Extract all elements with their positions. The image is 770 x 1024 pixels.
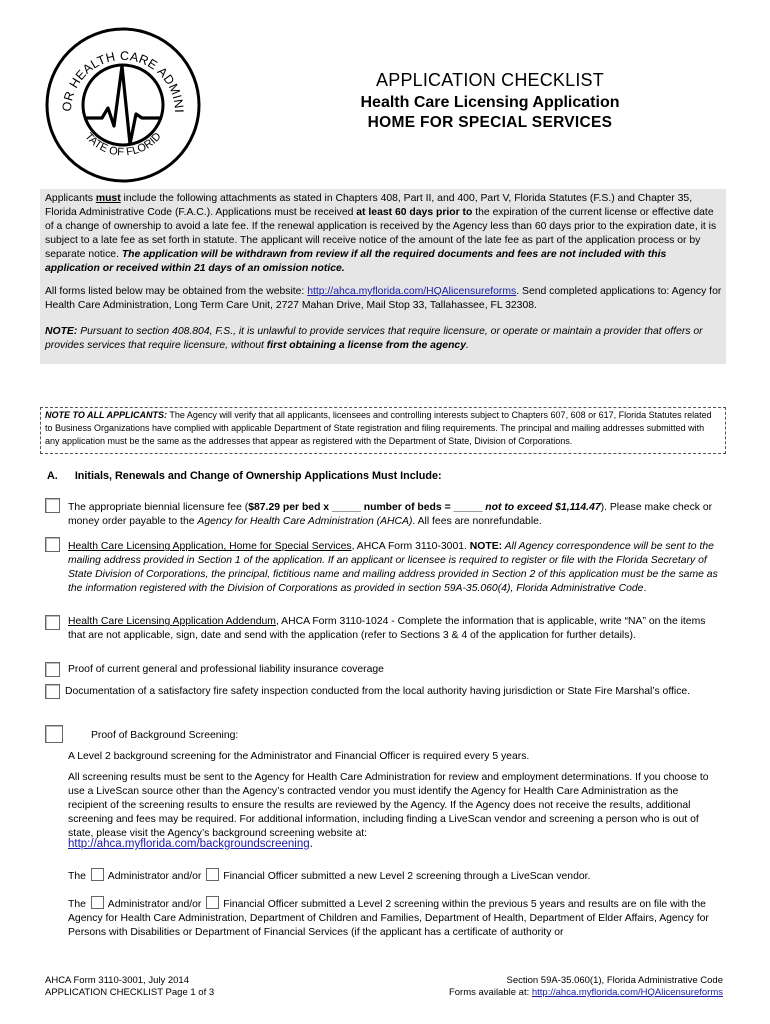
intro-text: include the following attachments as stated in Chapters 408, Part II, and 400, Part V, Florida Statutes (F.S.) and Chapter 35, Florida Administrative Code (F.A.C.). Applications must be received bbox=[45, 193, 693, 218]
insurance-item: Proof of current general and professional liability insurance coverage bbox=[68, 664, 384, 675]
financial-officer-on-file-checkbox[interactable] bbox=[206, 896, 219, 909]
fee-cap: not to exceed $1,114.47 bbox=[482, 502, 601, 513]
note-label: NOTE: bbox=[45, 326, 78, 337]
footer-page-number: APPLICATION CHECKLIST Page 1 of 3 bbox=[45, 987, 215, 998]
section-letter: A. bbox=[47, 470, 58, 482]
svg-text:AGENCY FOR HEALTH CARE ADMINIS bbox=[44, 26, 186, 113]
section-title: Initials, Renewals and Change of Ownership Applications Must Include: bbox=[74, 470, 442, 482]
must-emphasis: must bbox=[95, 193, 121, 204]
application-form-name: Health Care Licensing Application, Home for Special Services bbox=[68, 541, 352, 552]
addendum-checkbox[interactable] bbox=[45, 615, 60, 630]
administrator-on-file-checkbox[interactable] bbox=[91, 896, 104, 909]
addendum-text: , AHCA Form 3110-1024 - Complete the information that is applicable, write “NA” on the items that are not applicable, sign, date and send with the application (refer to Sections 3 & 4 of the application for further details). bbox=[68, 616, 706, 641]
link-end: . bbox=[309, 838, 313, 850]
fire-safety-checkbox[interactable] bbox=[45, 684, 60, 699]
seal-bottom-text: TATE OF FLORID bbox=[82, 130, 164, 159]
application-note-text: All Agency correspondence will be sent to the mailing address provided in Section 1 of the application. If an applicant or licensee is required to register or file with the Florida Secretary of State Division of Corporations, the principal, fictitious name and mailing address provided in Section 2 of this application must be the same as the information registered with the Division of Corporations as provided in section 59A-35.060(4), Florida Administrative Code bbox=[68, 541, 718, 594]
footer-right bbox=[449, 975, 723, 999]
financial-officer-on-file-text: Financial Officer submitted a Level 2 screening within the previous 5 years and results are on file with the Agency for Health Care Administration, Department of Children and Families, Department of Health, Department of Elder Affairs, Agency for Persons with Disabilities or Department of Financial Services (if the applicant has a certificate of authority or bbox=[68, 899, 709, 938]
financial-officer-new-text: Financial Officer submitted a new Level 2 screening through a LiveScan vendor. bbox=[223, 871, 591, 882]
screening-option-on-file bbox=[68, 896, 720, 940]
forms-website-link[interactable]: http://ahca.myflorida.com/HQAlicensureforms bbox=[307, 286, 517, 297]
administrator-label: Administrator and/or bbox=[107, 871, 202, 882]
section-a-heading bbox=[47, 470, 442, 482]
footer-left bbox=[45, 975, 214, 999]
application-form-number: , AHCA Form 3110-3001. bbox=[351, 541, 470, 552]
background-screening-title: Proof of Background Screening: bbox=[91, 730, 239, 741]
insurance-checkbox[interactable] bbox=[45, 662, 60, 677]
addendum-item bbox=[68, 615, 718, 643]
fee-checkbox[interactable] bbox=[45, 498, 60, 513]
administrator-new-checkbox[interactable] bbox=[91, 868, 104, 881]
fee-calculation: $87.29 per bed x _____ number of beds = _____ bbox=[248, 502, 483, 513]
intro-paragraph-1 bbox=[45, 192, 723, 276]
application-item bbox=[68, 540, 718, 596]
deadline-emphasis: at least 60 days prior to bbox=[356, 207, 473, 218]
footer-forms-link[interactable]: http://ahca.myflorida.com/HQAlicensureforms bbox=[531, 987, 723, 998]
note-to-all-applicants bbox=[40, 407, 726, 454]
footer-rule-citation: Section 59A-35.060(1), Florida Administrative Code bbox=[506, 975, 723, 986]
intro-text: the expiration of the current license or effective date of a change of ownership to avoid a late fee. If the renewal application is received by the Agency less than 60 days prior to the expiration date, it is subject to a late fee as set forth in statute. The applicant will receive notice of the amount of the late fee as part of the application process or by separate notice. bbox=[45, 207, 717, 260]
page-subtitle: Health Care Licensing Application bbox=[360, 94, 620, 111]
mailing-address-text: . Send completed applications to: Agency for Health Care Administration, Long Term Care Unit, 2727 Mahan Drive, Mail Stop 33, Tallahassee, FL 32308. bbox=[45, 286, 722, 311]
application-note-label: NOTE: bbox=[469, 541, 503, 552]
fee-text: . All fees are nonrefundable. bbox=[412, 516, 542, 527]
background-results-text bbox=[68, 771, 720, 841]
intro-paragraph-2 bbox=[45, 285, 723, 313]
addendum-form-name: Health Care Licensing Application Addendum bbox=[68, 616, 276, 627]
fee-text: ). Please make check or money order payable to the bbox=[68, 502, 713, 527]
note-text: Pursuant to section 408.804, F.S., it is unlawful to provide services that require licensure, or operate or maintain a provider that offers or provides services that require licensure, without bbox=[45, 326, 703, 351]
fee-text: The appropriate biennial licensure fee ( bbox=[68, 502, 249, 513]
seal-graphic bbox=[44, 26, 202, 184]
background-results-body: All screening results must be sent to the Agency for Health Care Administration for review and employment determinations. If you choose to use a LiveScan source other than the Agency’s contracted vendor you must identify the Agency for Health Care Administration as the recipient of the screening results to ensure the results are reviewed by the Agency. If the Agency does not receive the results, additional screening and fees may be required. For additional information, including finding a LiveScan vendor and screening a person who is out of state, please visit the Agency’s background screening website at: bbox=[68, 772, 709, 839]
fee-item bbox=[68, 501, 718, 529]
agency-seal bbox=[44, 26, 202, 184]
option-the: The bbox=[68, 899, 86, 910]
note-all-text: The Agency will verify that all applicants, licensees and controlling interests subject to Chapters 607, 608 or 617, Florida Statutes related to Business Organizations have complied with applicable Department of State registration and filing requirements. The principal and mailing addresses submitted with any application must be the same as the addresses that appear as registered with the Department of State, Division of Corporations. bbox=[45, 410, 712, 446]
footer-forms-label: Forms available at: bbox=[448, 987, 532, 998]
licensure-note bbox=[45, 325, 723, 353]
background-screening-checkbox[interactable] bbox=[45, 725, 63, 743]
program-title: HOME FOR SPECIAL SERVICES bbox=[367, 114, 613, 131]
option-the: The bbox=[68, 871, 86, 882]
footer-form-number: AHCA Form 3110-3001, July 2014 bbox=[45, 975, 189, 986]
background-screening-link[interactable]: http://ahca.myflorida.com/backgroundscreening bbox=[68, 838, 310, 850]
withdrawal-warning: The application will be withdrawn from review if all the required documents and fees are not included with this application or received within 21 days of an omission notice. bbox=[45, 249, 667, 274]
background-level2-text: A Level 2 background screening for the Administrator and Financial Officer is required every 5 years. bbox=[68, 751, 530, 762]
financial-officer-new-checkbox[interactable] bbox=[206, 868, 219, 881]
application-checkbox[interactable] bbox=[45, 537, 60, 552]
administrator-label: Administrator and/or bbox=[107, 899, 202, 910]
note-end: . bbox=[465, 340, 469, 351]
forms-text: All forms listed below may be obtained from the website: bbox=[45, 286, 308, 297]
payee-name: Agency for Health Care Administration (AHCA) bbox=[197, 516, 413, 527]
seal-outer-text: OR HEALTH CARE ADMINI bbox=[59, 48, 187, 114]
page-title: APPLICATION CHECKLIST bbox=[376, 70, 604, 90]
intro-text: Applicants bbox=[45, 193, 96, 204]
screening-option-new bbox=[68, 868, 718, 884]
note-emphasis: first obtaining a license from the agency bbox=[266, 340, 466, 351]
background-website bbox=[68, 838, 313, 850]
note-all-label: NOTE TO ALL APPLICANTS: bbox=[45, 410, 168, 420]
fire-safety-item: Documentation of a satisfactory fire safety inspection conducted from the local authority having jurisdiction or State Fire Marshal’s office. bbox=[65, 686, 691, 697]
document-header bbox=[300, 70, 680, 132]
application-end: . bbox=[643, 583, 647, 594]
